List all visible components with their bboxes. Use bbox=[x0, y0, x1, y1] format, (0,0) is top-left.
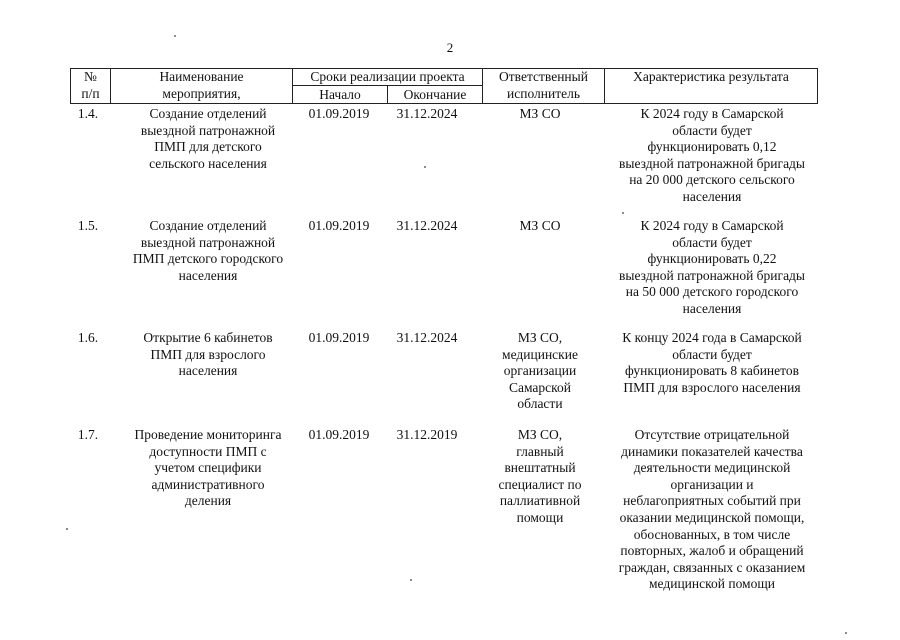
text-line: динамики показателей качества bbox=[621, 443, 803, 459]
header-result-label: Характеристика результата bbox=[633, 69, 789, 84]
header-dates-label: Сроки реализации проекта bbox=[310, 69, 465, 84]
header-number-sub-label: п/п bbox=[81, 86, 100, 101]
scan-speck bbox=[174, 35, 176, 37]
row-result bbox=[606, 330, 818, 396]
header-responsible-label: Ответственный bbox=[499, 69, 588, 84]
row-end-date: 31.12.2024 bbox=[396, 330, 458, 345]
header-name-sub-label: мероприятия, bbox=[162, 86, 241, 101]
row-activity-name bbox=[120, 330, 296, 380]
text-line: К концу 2024 года в Самарской bbox=[622, 330, 802, 345]
text-line: ПМП для детского bbox=[154, 139, 262, 155]
text-line: неблагоприятных событий при bbox=[623, 493, 801, 509]
text-line: функционировать 0,12 bbox=[647, 139, 777, 155]
row-end-date: 31.12.2019 bbox=[396, 427, 458, 442]
text-line: административного bbox=[151, 476, 265, 492]
row-activity-name bbox=[120, 218, 296, 284]
text-line: функционировать 8 кабинетов bbox=[625, 363, 799, 379]
row-number: 1.5. bbox=[77, 218, 99, 233]
row-responsible bbox=[490, 330, 590, 413]
row-start-date: 01.09.2019 bbox=[308, 427, 370, 442]
text-line: области будет bbox=[672, 346, 752, 362]
text-line: области будет bbox=[672, 234, 752, 250]
text-line: области будет bbox=[672, 122, 752, 138]
text-line: функционировать 0,22 bbox=[647, 251, 777, 267]
text-line: деятельности медицинской bbox=[633, 460, 791, 476]
scan-speck bbox=[424, 166, 426, 168]
text-line: ПМП для взрослого bbox=[150, 346, 266, 362]
text-line: обоснованных, в том числе bbox=[633, 526, 791, 542]
text-line: К 2024 году в Самарской bbox=[640, 106, 784, 121]
text-line: Отсутствие отрицательной bbox=[634, 427, 790, 442]
text-line: выездной патронажной bbox=[140, 234, 276, 250]
row-number: 1.4. bbox=[77, 106, 99, 121]
text-line: выездной патронажной bbox=[140, 122, 276, 138]
row-start-date: 01.09.2019 bbox=[308, 330, 370, 345]
row-number: 1.7. bbox=[77, 427, 99, 442]
row-result bbox=[606, 218, 818, 318]
text-line: организации и bbox=[670, 476, 754, 492]
row-start-date: 01.09.2019 bbox=[308, 106, 370, 121]
text-line: МЗ СО bbox=[519, 106, 561, 121]
text-line: Проведение мониторинга bbox=[134, 427, 282, 442]
row-start-date: 01.09.2019 bbox=[308, 218, 370, 233]
header-responsible-sub-label: исполнитель bbox=[507, 86, 580, 101]
text-line: ПМП для взрослого населения bbox=[623, 379, 801, 395]
header-number-label: № bbox=[84, 69, 97, 84]
text-line: повторных, жалоб и обращений bbox=[620, 543, 804, 559]
text-line: на 20 000 детского сельского bbox=[629, 172, 795, 188]
text-line: оказании медицинской помощи, bbox=[619, 509, 805, 525]
row-end-date: 31.12.2024 bbox=[396, 218, 458, 233]
row-responsible bbox=[490, 427, 590, 527]
text-line: населения bbox=[178, 267, 238, 283]
text-line: Создание отделений bbox=[149, 218, 267, 233]
text-line: учетом специфики bbox=[154, 460, 262, 476]
text-line: Открытие 6 кабинетов bbox=[143, 330, 273, 345]
text-line: граждан, связанных с оказанием bbox=[618, 559, 806, 575]
row-result bbox=[606, 427, 818, 593]
scan-speck bbox=[622, 212, 624, 214]
page-number: 2 bbox=[446, 40, 454, 55]
text-line: области bbox=[517, 396, 563, 412]
text-line: населения bbox=[682, 188, 742, 204]
row-activity-name bbox=[120, 106, 296, 172]
text-line: организации bbox=[503, 363, 577, 379]
text-line: специалист по bbox=[498, 476, 582, 492]
text-line: помощи bbox=[516, 509, 564, 525]
text-line: внештатный bbox=[504, 460, 576, 476]
header-end-label: Окончание bbox=[403, 87, 467, 102]
header-start-label: Начало bbox=[319, 87, 361, 102]
row-activity-name bbox=[120, 427, 296, 510]
row-number: 1.6. bbox=[77, 330, 99, 345]
text-line: Создание отделений bbox=[149, 106, 267, 121]
row-responsible bbox=[490, 106, 590, 123]
text-line: доступности ПМП с bbox=[149, 443, 267, 459]
table-header bbox=[70, 68, 818, 104]
text-line: медицинской помощи bbox=[649, 576, 775, 592]
text-line: деления bbox=[184, 493, 232, 509]
text-line: населения bbox=[178, 363, 238, 379]
text-line: К 2024 году в Самарской bbox=[640, 218, 784, 233]
text-line: МЗ СО, bbox=[517, 330, 563, 345]
text-line: медицинские bbox=[502, 346, 578, 362]
text-line: на 50 000 детского городского bbox=[625, 284, 799, 300]
row-result bbox=[606, 106, 818, 206]
text-line: МЗ СО, bbox=[517, 427, 563, 442]
row-responsible bbox=[490, 218, 590, 235]
text-line: главный bbox=[516, 443, 564, 459]
header-name-label: Наименование bbox=[159, 69, 244, 84]
scan-speck bbox=[410, 579, 412, 581]
text-line: выездной патронажной бригады bbox=[619, 155, 805, 171]
text-line: населения bbox=[682, 300, 742, 316]
text-line: ПМП детского городского bbox=[132, 251, 284, 267]
row-end-date: 31.12.2024 bbox=[396, 106, 458, 121]
text-line: выездной патронажной бригады bbox=[619, 267, 805, 283]
text-line: МЗ СО bbox=[519, 218, 561, 233]
text-line: сельского населения bbox=[149, 155, 267, 171]
text-line: паллиативной bbox=[499, 493, 581, 509]
scan-speck bbox=[66, 528, 68, 530]
text-line: Самарской bbox=[508, 379, 572, 395]
scan-speck bbox=[845, 632, 847, 634]
